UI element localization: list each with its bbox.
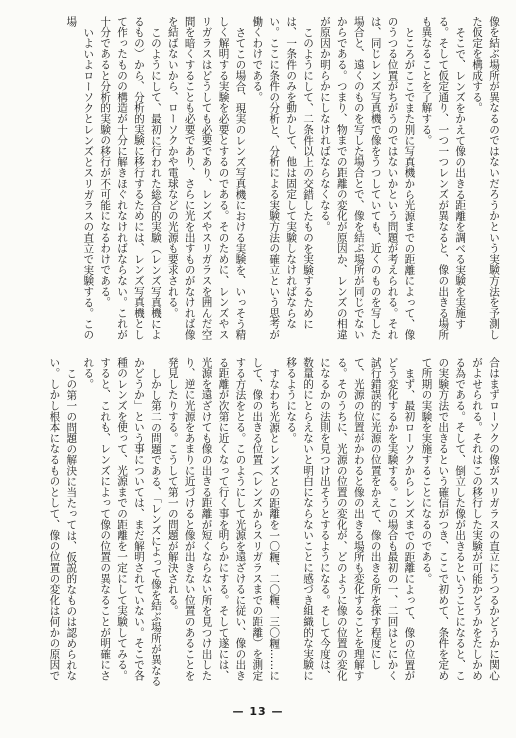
- paragraph: ところがここでまた別に写真機から光源までの距離によって、像のうつる位置がちがうのではないかという問題が考えられる。それは、同じレンズ写真機で像をうつしていても、近くのものを写した場合と、遠くのものを写した場合とで、像を結ぶ場所が同じでないからである。つまり、物までの距離の変化が原因か、レンズの相違が原因か明らかにしなければならなくなる。: [318, 16, 416, 340]
- paragraph: まず、最初ローソクからレンズまでの距離によって、像の位置がどう変化するかを実験する。この場合も最初の一、二回はとにかく試行錯誤的に光源の位置をかえて、像の出きる所を探す程度にして、光源の位置がかわると像の出きる場所も変化することを理解する。そのうちに、光源の位置の変化が、どのように像の位置の変化になるかの法則を見つけ出そうとするようになる。そして今度は、数量的にとらえないと明白にならないことに感づき組織的な実験に移るようになる。: [285, 357, 416, 681]
- paragraph: 合はまずローソクの像がスリガラスの直立にうつるかどうかに関心がよせられる。それはこの移行した実験が可能かどうかをたしかめる為である。そして、倒立した像が出きるということになると、この実験方法で出きるという確信がつき、ここで初めて、条件を定めて所期の実験を実施することになるのである。: [420, 357, 500, 681]
- paragraph: 像を結ぶ場所が異なるのではないだろうかという実験方法を予測した仮定を構成する。: [471, 16, 500, 340]
- paragraph: この第一の問題の解決に当たっては、仮説的なものは認められない。しかし根本になるものとして、像の位置の変化は何かの原因で: [48, 357, 78, 681]
- paragraph: このようにして、二条件以上の交錯したものを実験するためには、一条件のみを動かして、他は固定して実験しなければならない。ここに条件の分析と、分析による実験方法の確立という思考が働くわけである。: [251, 16, 315, 340]
- paragraph: しかし第二の問題である、「レンズによって像を結ぶ場所が異なるかどうか」という事については、まだ解明されていない。そこで各種のレンズを使って、光源までの距離を一定にして実験してみる。すると、これも、レンズによって像の位置の異なることが明確にされる。: [82, 357, 162, 687]
- paragraph: すなわち光源とレンズとの距離を一〇糎、二〇糎、三〇糎……にして、像の出きる位置（レンズからスリガラスまでの距離）を測定する方法をとる。このようにして光源を遠ざけるに従い、像の出きる距離が次第に近くなって行く事を明らかにする。そして遂には、光源を遠ざけても像の出きる距離が短くならない所を見つけ出したり、逆に光源をあまりに近づけると像が出きない位置のあることを発見したりする。こうして第一の問題が解決される。: [166, 357, 281, 681]
- page-number: — 13 —: [232, 705, 284, 718]
- paragraph: そこで、レンズをかえて像の出きる距離を調べる実験を実施する。そして仮定通り、一つ一つレンズが異なると、像の出きる場所も異なることを了解する。: [420, 16, 467, 340]
- lower-text-column: [10, 357, 502, 687]
- paragraph: いよいよローソクとレンズとスリガラスの直立で実験する。この場: [65, 16, 95, 340]
- paragraph: このようにして、最初に行われた総合的実験（レンズ写真機によるもの）から、分析的実験に移行するためには、レンズ写真機として作ったものの構造が十分に解きほぐれなければならない。これが十分であると分析的実験の移行が不可能になるわけである。: [99, 16, 162, 340]
- upper-text-column: [10, 16, 502, 346]
- paragraph: さてこの場合、現実のレンズ写真機における実験を、いっそう精しく解明する実験を必要とするのである。そのために、レンズやスリガラスはどうしても必要であり、レンズやスリガラスを囲んだ空間を暗くすることも必要であり、さらに光を出すものがなければ像を結ばないから、ローソクかや電球などの光源も要求される。: [166, 16, 247, 340]
